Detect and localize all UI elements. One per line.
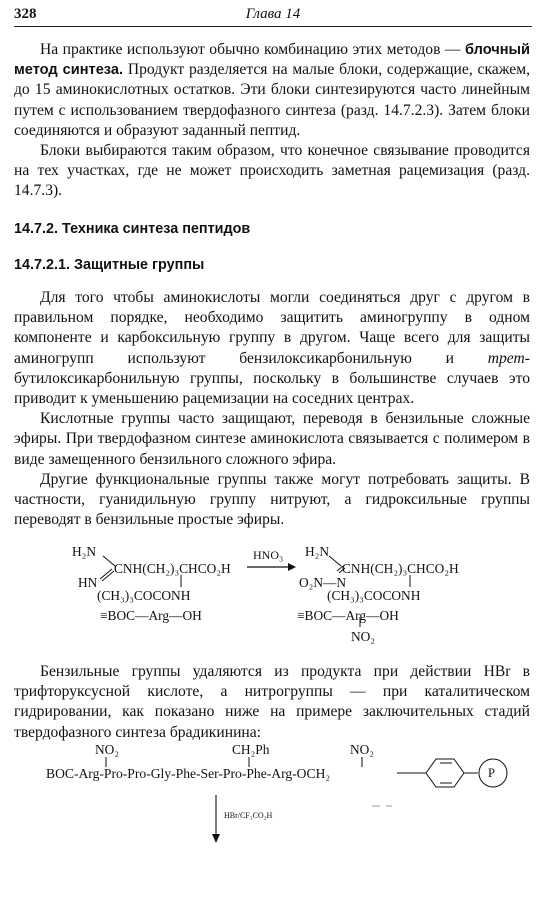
- peptide-sequence: BOC-Arg-Pro-Pro-Gly-Phe-Ser-Pro-Phe-Arg-OCH₂: [46, 766, 331, 781]
- left-boc-arg: ≡BOC—Arg—OH: [100, 608, 202, 623]
- right-o2nn: O₂N—N: [299, 575, 347, 590]
- left-hn: HN: [78, 575, 98, 590]
- paragraph-other-groups: Другие функциональные группы также могут потребовать защиты. В частности, гуанидильную группу нитруют, а гидроксильные группы переводят в бензильные простые эфиры.: [14, 470, 530, 529]
- paragraph-amino-protection: Для того чтобы аминокислоты могли соединяться друг с другом в правильном порядке, необходимо защитить аминогруппу в одном компоненте и карбоксильную группу в другом. Чаще всего для защиты аминогрупп используют бензилоксикарбонильную и трет-бутилоксикарбонильную группы, поскольку в большинстве случаев это приводит к уменьшению рацемизации на соседних центрах.: [14, 289, 530, 408]
- reagent-hbr-tfa: HBr/CF₃CO₂H: [224, 811, 273, 820]
- right-tbu: (CH₃)₃COCONH: [327, 588, 421, 603]
- scheme2-no2-b: NO₂: [350, 742, 375, 757]
- right-chain: CNH(CH₂)₃CHCO₂H: [342, 561, 459, 576]
- deprotection-text: [14, 662, 530, 743]
- paragraph-block-selection: Блоки выбираются таким образом, что конечное связывание проводится на тех участках, где не может происходить заметная рацемизация (разд. 14.7.3).: [14, 142, 530, 200]
- paragraph-deprotection: Бензильные группы удаляются из продукта при действии HBr в трифторуксусной кислоте, а нитрогруппы — при каталитическом гидрировании, как показано ниже на примере заключительных стадий твердофазного синтеза брадикинина:: [14, 663, 530, 741]
- paragraph-acid-protection: Кислотные группы часто защищают, переводя в бензильные сложные эфиры. При твердофазном синтезе аминокислота связывается с полимером в виде замещенного бензильного сложного эфира.: [14, 410, 530, 468]
- term-block-method: блочный метод синтеза.: [14, 42, 530, 79]
- right-boc-arg: ≡BOC—Arg—OH: [297, 608, 399, 623]
- left-chain: CNH(CH₂)₃CHCO₂H: [114, 561, 231, 576]
- scheme2-ch2ph: CH₂Ph: [232, 742, 270, 757]
- scheme2-no2-a: NO₂: [95, 742, 120, 757]
- right-h2n: H₂N: [305, 544, 330, 559]
- chapter-title: Глава 14: [245, 6, 301, 22]
- reagent-hno3: HNO₃: [253, 548, 284, 562]
- resin-label: P: [488, 766, 495, 780]
- section-heading-protecting-groups: 14.7.2.1. Защитные группы: [14, 257, 205, 273]
- paragraph-block-method: На практике используют обычно комбинацию этих методов — блочный метод синтеза. Продукт разделяется на малые блоки, содержащие, скажем, до 15 аминокислотных остатков. Эти блоки синтезируются часто линейным путем с использованием твердофазного синтеза (разд. 14.7.2.3). Затем блоки соединяются и образуют заданный пептид.: [14, 41, 530, 139]
- section-heading-technique: 14.7.2. Техника синтеза пептидов: [14, 221, 251, 237]
- right-no2: NO₂: [351, 629, 376, 644]
- left-h2n: H₂N: [72, 544, 97, 559]
- page-number: 328: [14, 6, 37, 22]
- left-tbu: (CH₃)₃COCONH: [97, 588, 191, 603]
